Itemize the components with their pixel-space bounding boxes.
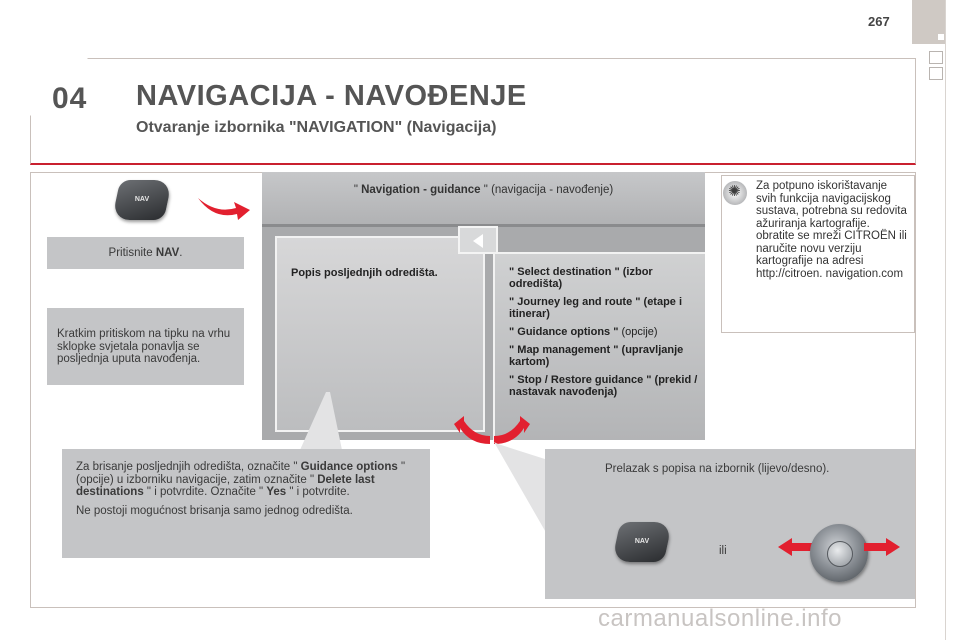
- nav-button-label: NAV: [634, 538, 650, 545]
- screen-header-rest: " (navigacija - navođenje): [480, 184, 614, 196]
- page-title: NAVIGACIJA - NAVOĐENJE: [136, 80, 527, 112]
- nav-button-image: [612, 522, 673, 562]
- last-destinations-title: Popis posljednjih odredišta.: [291, 267, 438, 279]
- screen-header-quote: ": [353, 184, 362, 196]
- page-subtitle: Otvaranje izbornika "NAVIGATION" (Navigacija): [136, 119, 497, 136]
- watermark: carmanualsonline.info: [598, 605, 842, 632]
- page-number: 267: [868, 14, 890, 29]
- corner-tab: [912, 0, 946, 44]
- tip-gear-icon: [723, 181, 747, 205]
- delete-note: Ne postoji mogućnost brisanja samo jednog odredišta.: [76, 504, 353, 517]
- menu-list: [509, 266, 699, 404]
- side-rule: [945, 0, 946, 640]
- right-arrow-icon: [862, 536, 902, 558]
- short-press-box: [47, 308, 244, 385]
- screen-header-bold: Navigation - guidance: [361, 184, 481, 196]
- menu-item-map-management[interactable]: " Map management " (upravljanje kartom): [509, 344, 684, 368]
- menu-item-stop-restore-guidance[interactable]: " Stop / Restore guidance " (prekid / nastavak navođenja): [509, 374, 698, 398]
- side-marker-box: [929, 51, 943, 64]
- press-nav-text: Pritisnite: [108, 247, 156, 259]
- right-arrow-icon: [196, 192, 252, 222]
- back-arrow-icon[interactable]: [458, 226, 498, 254]
- screen-header: [262, 172, 705, 224]
- short-press-text: Kratkim pritiskom na tipku na vrhu sklopke svjetala ponavlja se posljednja uputa navođenja.: [57, 328, 231, 365]
- joystick-control: [810, 524, 868, 582]
- callout-pointer: [492, 440, 552, 540]
- press-nav-suffix: .: [179, 247, 183, 259]
- switch-list-menu-box: [545, 449, 915, 599]
- side-marker-box: [929, 67, 943, 80]
- nav-button-image: [112, 180, 173, 220]
- switch-text: Prelazak s popisa na izbornik (lijevo/desno).: [605, 463, 830, 475]
- nav-button-label: NAV: [134, 196, 150, 203]
- press-nav-box: [47, 237, 244, 269]
- menu-item-journey-leg[interactable]: " Journey leg and route " (etape i itinerar): [509, 296, 683, 320]
- chapter-number: 04: [52, 82, 88, 115]
- info-text: Za potpuno iskorištavanje svih funkcija navigacijskog sustava, potrebna su redovita ažuriranja kartografije. obratite se mreži CITROËN ili naručite novu verziju kartografije na adresi http://citroen. navigation.com: [756, 180, 907, 280]
- callout-pointer: [280, 390, 350, 450]
- press-nav-button-name: NAV: [155, 247, 180, 259]
- delete-destinations-box: [62, 449, 430, 558]
- menu-item-select-destination[interactable]: " Select destination " (izbor odredišta): [509, 266, 653, 290]
- or-label: ili: [719, 545, 727, 557]
- menu-item-guidance-options[interactable]: " Guidance options " (opcije): [509, 326, 658, 338]
- delete-instructions: Za brisanje posljednjih odredišta, označite " Guidance options " (opcije) u izborniku navigacije, zatim označite " Delete last destinations " i potvrdite. Označite " Yes " i potvrdite.: [76, 461, 406, 498]
